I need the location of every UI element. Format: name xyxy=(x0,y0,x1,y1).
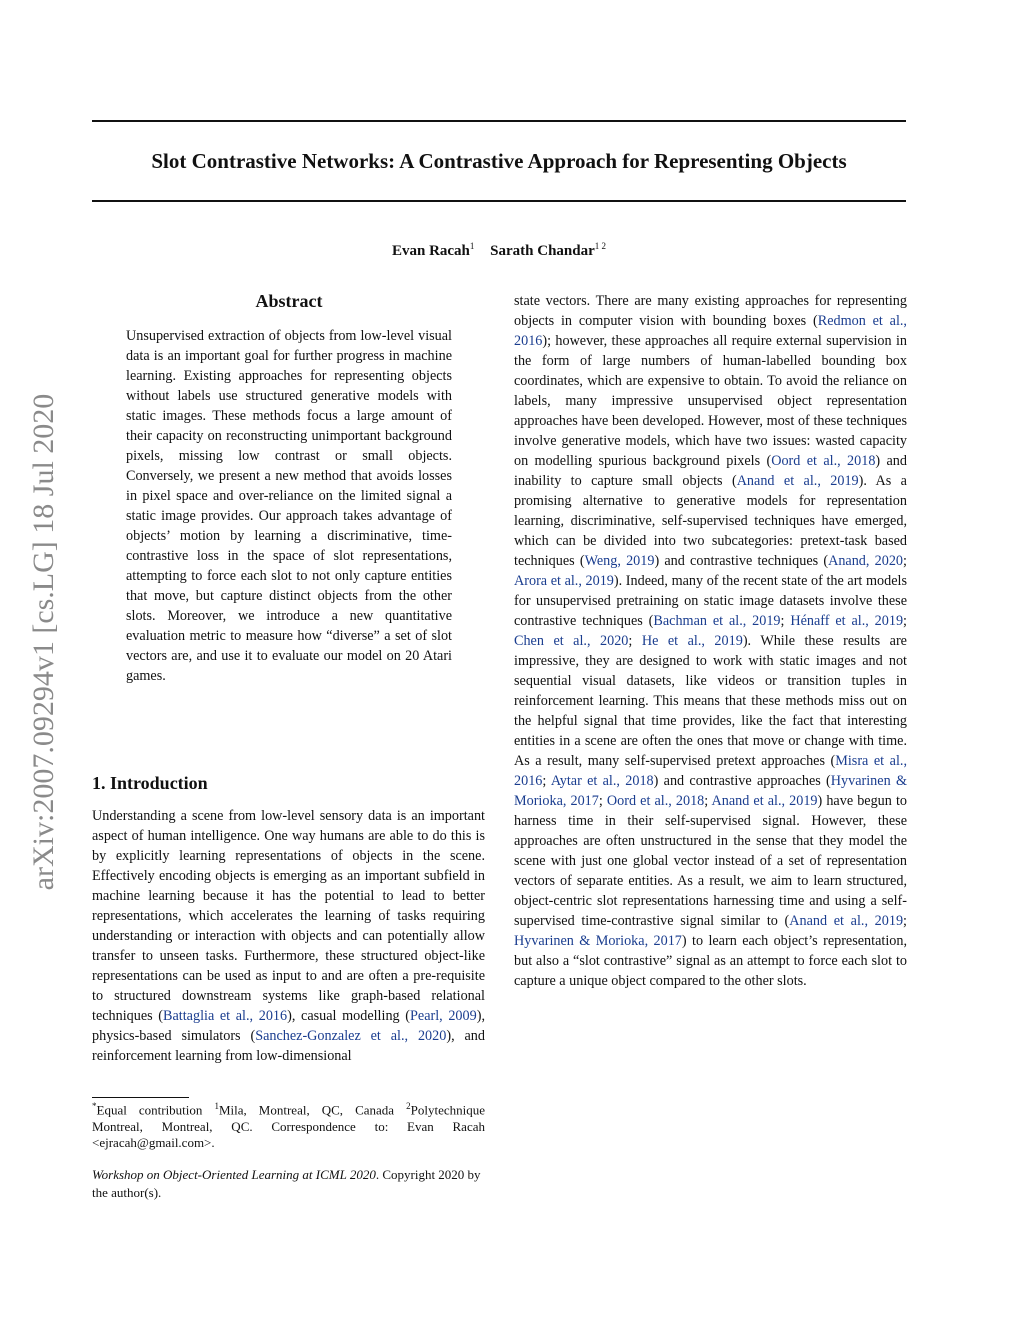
intro-paragraph-left: Understanding a scene from low-level sensory data is an important aspect of human intelligence. One way humans are able to do this is by explicitly learning representations of objects in the scene. Effectively encoding objects is emerging as an important subfield in machine learning because it has the potential to lead to better representations, which accelerates the learning of tasks requiring understanding or interaction with objects and can potentially allow transfer to unseen tasks. Furthermore, these structured object-like representations can be used as input to and are often a pre-requisite to structured downstream systems like graph-based relational techniques (Battaglia et al., 2016), casual modelling (Pearl, 2009), physics-based simulators (Sanchez-Gonzalez et al., 2020), and reinforcement learning from low-dimensional xyxy=(92,808,485,1064)
citation-link[interactable]: Sanchez-Gonzalez et al., 2020 xyxy=(255,1028,447,1044)
citation-link[interactable]: Misra et al., 2016 xyxy=(514,753,908,789)
title-bottom-rule xyxy=(92,200,906,202)
citation-link[interactable]: Arora et al., 2019 xyxy=(514,573,614,589)
citation-link[interactable]: Hyvarinen & Morioka, 2017 xyxy=(514,933,682,949)
citation-link[interactable]: Pearl, 2009 xyxy=(410,1008,477,1024)
citation-link[interactable]: Hénaff et al., 2019 xyxy=(790,613,904,629)
abstract-heading: Abstract xyxy=(255,291,323,311)
paper-title: Slot Contrastive Networks: A Contrastive Approach for Representing Objects xyxy=(151,149,847,173)
citation-link[interactable]: Anand, 2020 xyxy=(828,553,904,569)
abstract-text: Unsupervised extraction of objects from low-level visual data is an important goal for further progress in machine learning. Existing approaches for representing objects without labels use structured generative models with static images. These methods focus a large amount of their capacity on reconstructing unimportant background pixels, missing low contrast or small objects. Conversely, we present a new method that avoids losses in pixel space and over-reliance on the limited signal a static image provides. Our approach takes advantage of objects’ motion by learning a discriminative, time-contrastive loss in the space of slot representations, attempting to force each slot to not only capture entities that move, but capture distinct objects from the other slots. Moreover, we introduce a new quantitative evaluation metric to measure how “diverse” a set of slot vectors are, and use it to evaluate our model on 20 Atari games. xyxy=(126,328,452,684)
citation-link[interactable]: Oord et al., 2018 xyxy=(606,793,705,809)
section-heading-introduction: 1. Introduction xyxy=(92,773,208,793)
citation-link[interactable]: Hyvarinen & Morioka, 2017 xyxy=(514,773,907,809)
citation-link[interactable]: Anand et al., 2019 xyxy=(789,913,904,929)
citation-link[interactable]: Chen et al., 2020 xyxy=(514,633,629,649)
citation-link[interactable]: He et al., 2019 xyxy=(641,633,743,649)
author: Sarath Chandar$^{1 2}$ xyxy=(490,241,607,259)
workshop-copyright: Workshop on Object-Oriented Learning at ICML 2020. Copyright 2020 by the author(s). xyxy=(92,1167,481,1200)
title-top-rule xyxy=(92,120,906,122)
citation-link[interactable]: Bachman et al., 2019 xyxy=(653,613,781,629)
intro-paragraph-right: state vectors. There are many existing approaches for representing objects in computer vision with bounding boxes (Redmon et al., 2016); however, these approaches all require external supervision in the form of large numbers of human-labelled bounding box coordinates, which are expensive to obtain. To avoid the reliance on labels, many impressive unsupervised object representation approaches have been developed. However, most of these techniques involve generative models, which have two issues: wasted capacity on modelling spurious background pixels (Oord et al., 2018) and inability to capture small objects (Anand et al., 2019). As a promising alternative to generative models for representation learning, discriminative, self-supervised techniques have emerged, which can be divided into two subcategories: pretext-task based techniques (Weng, 2019) and contrastive techniques (Anand, 2020; Arora et al., 2019). Indeed, many of the recent state of the art models for unsupervised pretraining on static image datasets involve these contrastive techniques (Bachman et al., 2019; Hénaff et al., 2019; Chen et al., 2020; He et al., 2019). While these results are impressive, they are designed to work with static images and not sequential visual datasets, like videos or transition tuples in reinforcement learning. This means that these methods miss out on the helpful signal that time provides, like the fact that interesting entities in a scene are often the ones that move or change with time. As a result, many self-supervised pretext approaches (Misra et al., 2016; Aytar et al., 2018) and contrastive approaches (Hyvarinen & Morioka, 2017; Oord et al., 2018; Anand et al., 2019) have begun to harness time in their self-supervised signal. However, these approaches are often unstructured in the sense that they model the scene with just one global vector instead of a set of representation vectors of separate entities. As a result, we aim to learn structured, object-centric slot representations harnessing time and using a self-supervised time-contrastive signal similar to (Anand et al., 2019; Hyvarinen & Morioka, 2017) to learn each object’s representation, but also a “slot contrastive” signal as an attempt to force each slot to capture a unique object compared to the other slots. xyxy=(514,293,908,989)
arxiv-side-stamp: arXiv:2007.09294v1 [cs.LG] 18 Jul 2020 xyxy=(27,393,60,891)
citation-link[interactable]: Anand et al., 2019 xyxy=(736,473,859,489)
author: Evan Racah$^1$ xyxy=(391,241,475,259)
citation-link[interactable]: Aytar et al., 2018 xyxy=(550,773,654,789)
author-list xyxy=(92,236,906,261)
citation-link[interactable]: Battaglia et al., 2016 xyxy=(163,1008,288,1024)
citation-link[interactable]: Oord et al., 2018 xyxy=(771,453,876,469)
footnote: *Equal contribution $^1$Mila, Montreal, QC, Canada $^2$Polytechnique Montreal, Montreal, QC. Correspondence to: Evan Racah <ejracah@gmail.com>. xyxy=(92,1101,485,1151)
citation-link[interactable]: Anand et al., 2019 xyxy=(711,793,818,809)
citation-link[interactable]: Redmon et al., 2016 xyxy=(514,313,907,349)
citation-link[interactable]: Weng, 2019 xyxy=(584,553,655,569)
